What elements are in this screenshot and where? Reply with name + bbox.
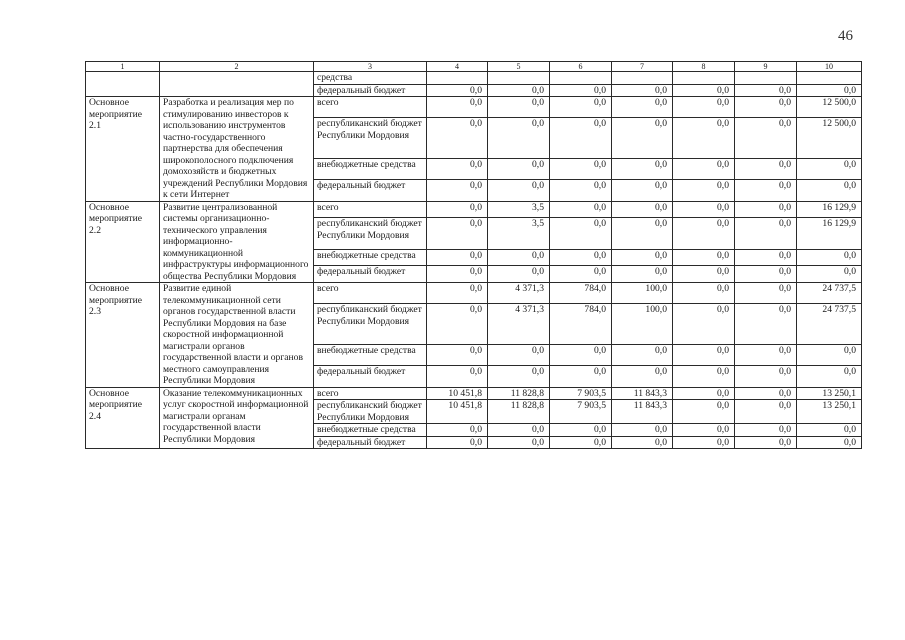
amount-cell: 0,0 <box>797 159 862 180</box>
funding-source: республиканский бюджет Республики Мордовия <box>314 118 427 159</box>
column-header: 7 <box>612 62 673 72</box>
column-header: 5 <box>488 62 550 72</box>
amount-cell: 0,0 <box>735 159 797 180</box>
funding-source: всего <box>314 283 427 304</box>
amount-cell: 0,0 <box>427 345 488 366</box>
amount-cell: 784,0 <box>550 304 612 345</box>
amount-cell: 4 371,3 <box>488 304 550 345</box>
table-row <box>86 97 862 118</box>
amount-cell: 0,0 <box>735 118 797 159</box>
table-row <box>86 72 862 85</box>
amount-cell: 0,0 <box>488 159 550 180</box>
funding-source: республиканский бюджет Республики Мордовия <box>314 304 427 345</box>
amount-cell: 0,0 <box>612 266 673 283</box>
amount-cell: 0,0 <box>612 345 673 366</box>
amount-cell: 0,0 <box>612 366 673 387</box>
amount-cell: 0,0 <box>427 283 488 304</box>
amount-cell: 0,0 <box>797 84 862 97</box>
amount-cell: 0,0 <box>673 424 735 437</box>
amount-cell: 0,0 <box>735 84 797 97</box>
amount-cell: 11 843,3 <box>612 387 673 400</box>
amount-cell: 0,0 <box>735 97 797 118</box>
amount-cell <box>488 72 550 85</box>
event-name: Основное мероприятие 2.3 <box>86 283 160 388</box>
amount-cell <box>427 72 488 85</box>
amount-cell: 0,0 <box>427 304 488 345</box>
amount-cell: 0,0 <box>612 118 673 159</box>
amount-cell: 12 500,0 <box>797 97 862 118</box>
funding-source: федеральный бюджет <box>314 84 427 97</box>
amount-cell: 0,0 <box>427 159 488 180</box>
event-name-cell <box>86 72 160 97</box>
amount-cell: 0,0 <box>673 283 735 304</box>
amount-cell: 11 843,3 <box>612 400 673 424</box>
amount-cell: 0,0 <box>488 436 550 449</box>
amount-cell: 0,0 <box>612 249 673 266</box>
amount-cell: 0,0 <box>735 180 797 201</box>
funding-source: всего <box>314 201 427 218</box>
budget-table <box>85 61 862 449</box>
amount-cell: 0,0 <box>612 424 673 437</box>
amount-cell: 0,0 <box>735 387 797 400</box>
amount-cell: 0,0 <box>735 436 797 449</box>
amount-cell: 0,0 <box>735 424 797 437</box>
amount-cell: 0,0 <box>550 218 612 250</box>
funding-source: средства <box>314 72 427 85</box>
funding-source: федеральный бюджет <box>314 366 427 387</box>
amount-cell: 0,0 <box>488 84 550 97</box>
funding-source: внебюджетные средства <box>314 345 427 366</box>
amount-cell: 0,0 <box>550 424 612 437</box>
amount-cell: 0,0 <box>550 118 612 159</box>
amount-cell: 0,0 <box>673 201 735 218</box>
amount-cell: 13 250,1 <box>797 400 862 424</box>
funding-source: республиканский бюджет Республики Мордовия <box>314 218 427 250</box>
amount-cell: 0,0 <box>488 97 550 118</box>
amount-cell: 0,0 <box>673 118 735 159</box>
amount-cell: 0,0 <box>612 84 673 97</box>
amount-cell: 0,0 <box>797 249 862 266</box>
amount-cell: 0,0 <box>550 436 612 449</box>
amount-cell: 0,0 <box>673 366 735 387</box>
amount-cell: 0,0 <box>797 180 862 201</box>
amount-cell: 0,0 <box>427 84 488 97</box>
amount-cell: 0,0 <box>427 366 488 387</box>
event-description: Разработка и реализация мер по стимулированию инвесторов к использованию инструментов частно-государственного партнерства для обеспечения широкополосного подключения домохозяйств и бюджетных учреждений Республики Мордовия к сети Интернет <box>160 97 314 202</box>
event-description-cell <box>160 72 314 97</box>
amount-cell: 0,0 <box>735 201 797 218</box>
amount-cell: 0,0 <box>488 345 550 366</box>
amount-cell: 0,0 <box>550 266 612 283</box>
amount-cell: 7 903,5 <box>550 387 612 400</box>
amount-cell: 100,0 <box>612 304 673 345</box>
amount-cell: 3,5 <box>488 218 550 250</box>
amount-cell: 0,0 <box>612 97 673 118</box>
table-row <box>86 201 862 218</box>
amount-cell: 13 250,1 <box>797 387 862 400</box>
amount-cell: 0,0 <box>612 180 673 201</box>
funding-source: республиканский бюджет Республики Мордовия <box>314 400 427 424</box>
amount-cell: 0,0 <box>673 266 735 283</box>
amount-cell: 7 903,5 <box>550 400 612 424</box>
amount-cell <box>612 72 673 85</box>
amount-cell: 0,0 <box>797 266 862 283</box>
amount-cell: 0,0 <box>488 366 550 387</box>
amount-cell: 0,0 <box>427 424 488 437</box>
amount-cell: 0,0 <box>427 249 488 266</box>
event-description: Оказание телекоммуникационных услуг скоростной информационной магистрали органам государственной власти Республики Мордовия <box>160 387 314 449</box>
column-header: 8 <box>673 62 735 72</box>
amount-cell: 0,0 <box>488 266 550 283</box>
amount-cell: 0,0 <box>427 201 488 218</box>
amount-cell: 0,0 <box>612 218 673 250</box>
amount-cell: 0,0 <box>550 84 612 97</box>
funding-source: всего <box>314 97 427 118</box>
amount-cell: 11 828,8 <box>488 400 550 424</box>
amount-cell: 0,0 <box>735 366 797 387</box>
amount-cell: 0,0 <box>673 249 735 266</box>
amount-cell: 0,0 <box>550 180 612 201</box>
funding-source: внебюджетные средства <box>314 249 427 266</box>
page-number: 46 <box>838 28 853 44</box>
column-header: 1 <box>86 62 160 72</box>
amount-cell: 0,0 <box>797 436 862 449</box>
funding-source: федеральный бюджет <box>314 266 427 283</box>
funding-source: внебюджетные средства <box>314 424 427 437</box>
event-name: Основное мероприятие 2.2 <box>86 201 160 283</box>
event-description: Развитие единой телекоммуникационной сети органов государственной власти Республики Мордовия на базе скоростной информационной магистрали органов государственной власти и органов местного самоуправления Республики Мордовия <box>160 283 314 388</box>
amount-cell: 0,0 <box>673 218 735 250</box>
amount-cell: 0,0 <box>427 97 488 118</box>
amount-cell: 0,0 <box>427 436 488 449</box>
amount-cell: 0,0 <box>488 180 550 201</box>
amount-cell: 0,0 <box>797 424 862 437</box>
amount-cell: 0,0 <box>488 118 550 159</box>
amount-cell: 24 737,5 <box>797 283 862 304</box>
amount-cell: 11 828,8 <box>488 387 550 400</box>
funding-source: федеральный бюджет <box>314 436 427 449</box>
column-header: 4 <box>427 62 488 72</box>
column-header: 9 <box>735 62 797 72</box>
amount-cell: 0,0 <box>550 159 612 180</box>
amount-cell: 0,0 <box>673 345 735 366</box>
amount-cell: 24 737,5 <box>797 304 862 345</box>
amount-cell: 16 129,9 <box>797 218 862 250</box>
amount-cell: 0,0 <box>427 266 488 283</box>
amount-cell: 784,0 <box>550 283 612 304</box>
amount-cell: 0,0 <box>612 159 673 180</box>
amount-cell: 0,0 <box>673 400 735 424</box>
amount-cell: 0,0 <box>612 201 673 218</box>
column-header: 2 <box>160 62 314 72</box>
amount-cell: 0,0 <box>673 436 735 449</box>
funding-source: федеральный бюджет <box>314 180 427 201</box>
amount-cell: 0,0 <box>735 400 797 424</box>
amount-cell: 0,0 <box>550 201 612 218</box>
amount-cell: 4 371,3 <box>488 283 550 304</box>
amount-cell: 0,0 <box>612 436 673 449</box>
funding-source: всего <box>314 387 427 400</box>
amount-cell: 0,0 <box>550 366 612 387</box>
amount-cell: 0,0 <box>673 84 735 97</box>
column-header: 10 <box>797 62 862 72</box>
event-description: Развитие централизованной системы организационно-технического управления информационно-коммуникационной инфраструктуры информационного общества Республики Мордовия <box>160 201 314 283</box>
amount-cell <box>735 72 797 85</box>
amount-cell: 0,0 <box>735 345 797 366</box>
amount-cell: 0,0 <box>735 304 797 345</box>
amount-cell: 0,0 <box>550 345 612 366</box>
amount-cell: 0,0 <box>735 283 797 304</box>
amount-cell: 0,0 <box>550 249 612 266</box>
amount-cell: 12 500,0 <box>797 118 862 159</box>
amount-cell: 0,0 <box>488 424 550 437</box>
amount-cell: 100,0 <box>612 283 673 304</box>
amount-cell <box>550 72 612 85</box>
amount-cell: 0,0 <box>673 97 735 118</box>
amount-cell: 0,0 <box>673 387 735 400</box>
amount-cell: 0,0 <box>550 97 612 118</box>
amount-cell: 16 129,9 <box>797 201 862 218</box>
table-row <box>86 283 862 304</box>
amount-cell: 0,0 <box>735 218 797 250</box>
amount-cell <box>797 72 862 85</box>
amount-cell: 0,0 <box>673 304 735 345</box>
table-row <box>86 387 862 400</box>
amount-cell: 0,0 <box>488 249 550 266</box>
event-name: Основное мероприятие 2.4 <box>86 387 160 449</box>
amount-cell: 0,0 <box>673 159 735 180</box>
amount-cell: 3,5 <box>488 201 550 218</box>
amount-cell: 0,0 <box>427 180 488 201</box>
amount-cell: 10 451,8 <box>427 400 488 424</box>
amount-cell: 0,0 <box>797 345 862 366</box>
amount-cell <box>673 72 735 85</box>
column-header: 6 <box>550 62 612 72</box>
amount-cell: 0,0 <box>427 218 488 250</box>
amount-cell: 10 451,8 <box>427 387 488 400</box>
amount-cell: 0,0 <box>427 118 488 159</box>
column-header-row <box>86 62 862 72</box>
event-name: Основное мероприятие 2.1 <box>86 97 160 202</box>
column-header: 3 <box>314 62 427 72</box>
amount-cell: 0,0 <box>735 266 797 283</box>
funding-source: внебюджетные средства <box>314 159 427 180</box>
amount-cell: 0,0 <box>735 249 797 266</box>
amount-cell: 0,0 <box>673 180 735 201</box>
amount-cell: 0,0 <box>797 366 862 387</box>
